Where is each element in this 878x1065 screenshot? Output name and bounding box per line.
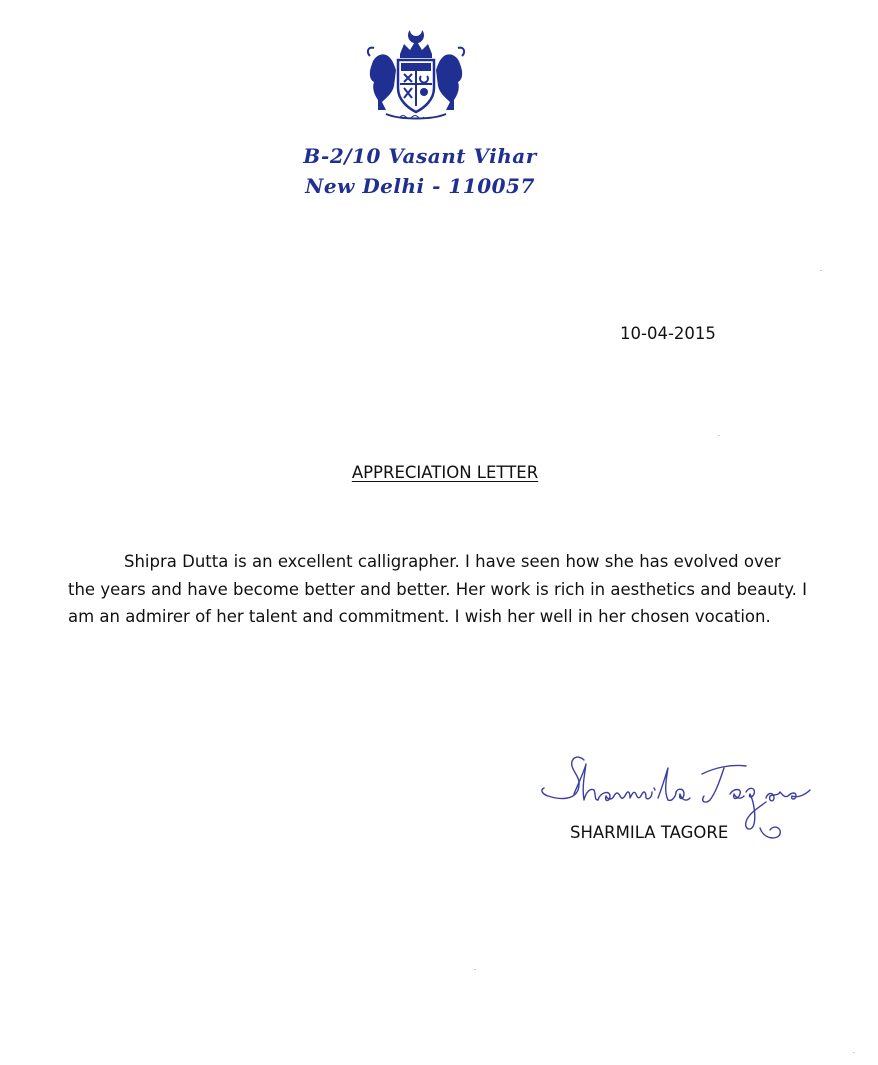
royal-crest-icon: [364, 26, 468, 122]
address-line-1: B-2/10 Vasant Vihar: [303, 144, 537, 168]
scan-speck: [820, 270, 822, 271]
scan-speck: [853, 1052, 855, 1053]
signer-name: SHARMILA TAGORE: [570, 823, 729, 842]
letter-body: Shipra Dutta is an excellent calligrapher. I have seen how she has evolved over the years and have become better and better. Her work is rich in aesthetics and beauty. I am an admirer of her talent and commitment. I wish her well in her chosen vocation.: [68, 552, 807, 626]
address-line-2: New Delhi - 110057: [305, 174, 535, 198]
scan-speck: [718, 435, 720, 436]
letter-heading-text: APPRECIATION LETTER: [351, 463, 539, 482]
scan-speck: [474, 969, 476, 970]
letter-heading: [300, 463, 590, 482]
letter-date: 10-04-2015: [620, 324, 716, 343]
